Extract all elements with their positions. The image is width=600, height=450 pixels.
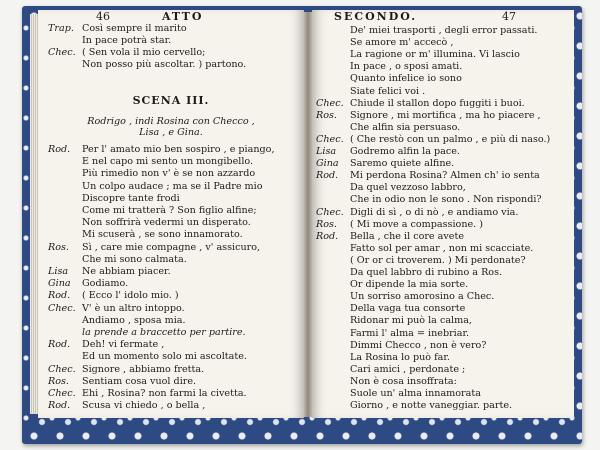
left-page [38,10,304,418]
verse-line [48,315,186,326]
line-text: In pace , o sposi amati. [350,61,463,73]
line-text: Digli di sì , o di nò , e andiamo via. [350,206,519,218]
verse-line [316,170,540,181]
line-text: Chiude il stallon dopo fuggiti i buoi. [350,97,525,109]
verse-line [48,59,246,70]
verse-line [316,352,450,363]
speaker-label: Gina [48,278,71,290]
verse-line [316,255,526,266]
line-text: Da quel labbro di rubino a Ros. [350,267,503,278]
line-text: Giorno , e notte vaneggiar. parte. [350,400,513,412]
speaker-label: Ros. [48,241,69,253]
speaker-label: Trap. [48,23,74,34]
line-text: V' è un altro intoppo. [82,302,185,314]
line-text: Fatto sol per amar , non mi scacciate. [350,242,534,254]
line-text: De' miei trasporti , degli error passati. [350,25,538,36]
speaker-label: Chec. [48,302,76,314]
line-text: Non posso più ascoltar. ) partono. [82,59,247,70]
verse-line [316,37,453,48]
line-text: In pace potrà star. [82,35,172,46]
verse-line [316,219,483,230]
verse-line [48,168,255,179]
speaker-label: Rod. [48,400,71,412]
line-text: Mi perdona Rosina? Almen ch' io senta [350,170,540,182]
verse-line [48,156,253,167]
line-text: ( Mi move a compassione. ) [350,218,484,230]
line-text: Che alfin sia persuaso. [350,121,461,133]
speaker-label: Ros. [316,218,337,230]
verse-line [316,49,520,60]
line-text: Quanto infelice io sono [350,73,462,85]
verse-line [316,182,466,193]
verse-line [48,376,196,387]
verse-line [48,278,128,289]
verse-line [316,340,486,351]
line-text: Scusa vi chiedo , o bella , [82,400,206,412]
verse-line [316,376,457,387]
line-text: Cari amici , perdonate ; [350,363,466,375]
line-text: Sentiam cosa vuol dire. [82,375,197,387]
line-text: Così sempre il marito [82,23,187,34]
speaker-label: Chec. [316,133,344,145]
verse-line [48,181,262,192]
speaker-label: Gina [316,158,339,170]
line-text: Che in odio non le sono . Non rispondi? [350,194,542,206]
verse-line [316,279,468,290]
line-text: Godremo alfin la pace. [350,146,460,157]
stage-direction: Lisa , e Gina. [139,127,203,138]
verse-line [316,243,533,254]
speaker-label: Lisa [48,266,69,277]
verse-line [48,303,185,314]
verse-line [316,73,462,84]
verse-line [316,303,465,314]
line-text: Signore , mi mortifica , ma ho piacere , [350,109,541,121]
line-text: ( Che restò con un palmo , e più di naso.) [350,133,551,145]
speaker-label: Chec. [48,388,76,399]
verse-line [316,146,460,157]
line-text: Saremo quiete alfine. [350,158,455,170]
line-text: Mi scuserà , se sono innamorato. [82,229,243,241]
line-text: Discopre tante frodi [82,192,180,204]
line-text: Che mi sono calmata. [82,253,187,265]
line-text: Sì , care mie compagne , v' assicuro, [82,241,261,253]
verse-line [316,400,512,411]
verse-line [48,364,204,375]
speaker-label: Ros. [316,109,337,121]
verse-line [48,205,257,216]
line-text: ( Ecco l' idolo mio. ) [82,290,179,302]
verse-line [316,134,550,145]
line-text: Per l' amato mio ben sospiro , e piango, [82,144,275,155]
verse-line [48,229,243,240]
speaker-label: Chec. [48,363,76,375]
line-text: Ehi , Rosina? non farmi la civetta. [82,388,247,399]
line-text: Deh! vi fermate , [82,339,165,351]
speaker-label: Lisa [316,146,337,157]
speaker-label: Chec. [48,47,76,58]
line-text: ( Or or ci troverem. ) Mi perdonate? [350,254,526,266]
line-text: Se amore m' accecò , [350,37,454,49]
line-text: Della vaga tua consorte [350,303,466,315]
line-text: Più rimedio non v' è se non azzardo [82,168,256,180]
running-title-right: SECONDO. [334,10,418,23]
verse-line [316,86,425,97]
verse-line [316,328,469,339]
speaker-label: Chec. [316,206,344,218]
line-text: E nel capo mi sento un mongibello. [82,156,254,168]
verse-line [48,266,171,277]
line-text: Siate felici voi . [350,85,426,97]
verse-line [48,400,205,411]
verse-line [48,254,187,265]
verse-line [48,327,246,338]
line-text: Dimmi Checco , non è vero? [350,339,487,351]
speaker-label: Rod. [48,290,71,302]
verse-line [48,351,247,362]
right-page [312,10,574,418]
verse-line [48,339,164,350]
verse-line [48,388,247,399]
line-text: Come mi tratterà ? Son figlio alfine; [82,205,257,216]
verse-line [316,364,465,375]
verse-line [316,231,464,242]
verse-line [316,194,542,205]
line-text: Or dipende la mia sorte. [350,279,469,291]
verse-line [48,35,171,46]
verse-line [48,23,187,34]
verse-line [316,315,472,326]
line-text: Un sorriso amorosino a Chec. [350,291,495,303]
line-text: La Rosina lo può far. [350,351,450,363]
page-number-right: 47 [502,10,516,23]
stage-direction: Rodrigo , indi Rosina con Checco , [87,116,255,127]
line-text: Andiamo , sposa mia. [82,314,186,326]
verse-line [316,291,494,302]
verse-line [48,242,260,253]
line-text: ( Sen vola il mio cervello; [82,47,206,58]
scene-heading: SCENA III. [132,94,210,107]
speaker-label: Ros. [48,375,69,387]
line-text: Suole un' alma innamorata [350,388,481,399]
line-text: Bella , che il core avete [350,230,465,242]
line-text: Ne abbiam piacer. [82,266,171,277]
running-title-left: ATTO [162,10,204,23]
line-text: Farmi l' alma = inebriar. [350,327,470,339]
line-text: Godiamo. [82,278,129,290]
line-text: Non è cosa insoffrata: [350,375,457,387]
verse-line [48,47,205,58]
speaker-label: Rod. [48,339,71,351]
line-text: Non soffrirà vedermi un disperato. [82,217,251,229]
line-text: Signore , abbiamo fretta. [82,363,205,375]
line-text: Da quel vezzoso labbro, [350,182,466,194]
verse-line [316,61,462,72]
verse-line [316,98,525,109]
line-text: La ragione or m' illumina. Vi lascio [350,49,520,61]
speaker-label: Rod. [316,230,339,242]
verse-line [316,267,502,278]
line-text: Ridonar mi può la calma, [350,315,472,327]
line-text: Ed un momento solo mi ascoltate. [82,351,247,363]
verse-line [316,110,541,121]
verse-line [48,290,179,301]
page-number-left: 46 [96,10,110,23]
verse-line [316,122,460,133]
speaker-label: Chec. [316,97,344,109]
speaker-label: Rod. [48,144,71,155]
line-text: Un colpo audace ; ma se il Padre mio [82,180,263,192]
book-gutter [304,12,312,417]
verse-line [316,25,538,36]
verse-line [48,217,251,228]
speaker-label: Rod. [316,170,339,182]
verse-line [316,158,454,169]
verse-line [316,388,481,399]
line-text: la prende a braccetto per partire. [82,327,246,338]
verse-line [316,207,518,218]
verse-line [48,144,275,155]
verse-line [48,193,180,204]
